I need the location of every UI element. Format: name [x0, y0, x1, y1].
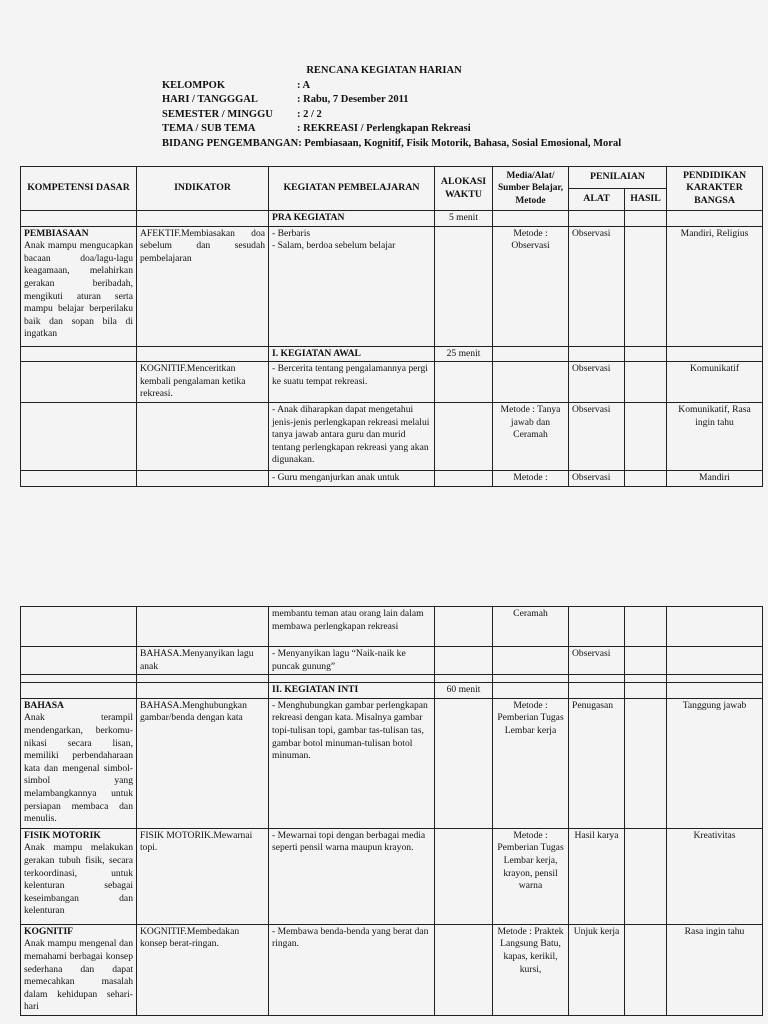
table-header-row	[21, 167, 763, 189]
karakter-text: Rasa ingin tahu	[667, 924, 763, 1015]
indikator-text: BAHASA.Menyanyikan lagu anak	[137, 647, 269, 675]
kd-text: Anak mampu mengenal dan memahami berbagai konsep sederhana dan dapat memecahkan masalah dalam kehidupan sehari-hari	[24, 938, 133, 1013]
indikator-text: AFEKTIF.Membiasakan doa sebelum dan sesudah pembelajaran	[137, 226, 269, 346]
media-text: Metode : Pemberian Tugas Lembar kerja, krayon, pensil warna	[493, 828, 569, 924]
section-kegiatan-inti: II. KEGIATAN INTI	[269, 683, 435, 699]
alat-text: Unjuk kerja	[569, 924, 625, 1015]
indikator-text: BAHASA.Menghubungkan gambar/benda dengan kata	[137, 698, 269, 828]
rkh-table-page-1	[20, 166, 763, 487]
media-text: Metode : Tanya jawab dan Ceramah	[493, 402, 569, 470]
kegiatan-text: - Mewarnai topi dengan berbagai media seperti pensil warna maupun krayon.	[269, 828, 435, 924]
media-text: Metode : Observasi	[493, 226, 569, 346]
karakter-text: Mandiri, Religius	[667, 226, 763, 346]
table-row	[21, 470, 763, 486]
header-row-bidang: BIDANG PENGEMBANGAN : Pembiasaan, Kognitif, Fisik Motorik, Bahasa, Sosial Emosional, Moral	[162, 137, 622, 149]
table-row	[21, 698, 763, 828]
kegiatan-text: - Menghubungkan gambar perlengkapan rekreasi dengan kata. Misalnya gambar topi-tulisan topi, gambar tas-tulisan tas, gambar botol minuman-tulisan botol minuman.	[269, 698, 435, 828]
table-row: PEMBIASAAN Anak mampu mengucapkan bacaan doa/lagu-lagu keagamaan, melahirkan gerakan beribadah, mengikuti aturan serta mampu belajar berperilaku baik dan sopan bila di ingatkan AFEKTIF.Membiasakan doa sebelum dan sesudah pembelajaran - Berbaris - Salam, berdoa sebelum belajar Metode : Observasi Observasi Mandiri, Religius	[21, 226, 763, 346]
kd-title: FISIK MOTORIK	[24, 829, 101, 841]
karakter-text: Mandiri	[667, 470, 763, 486]
table-row	[21, 675, 763, 683]
kegiatan-text: - Guru menganjurkan anak untuk	[269, 470, 435, 486]
media-text: Ceramah	[493, 607, 569, 647]
indikator-text: FISIK MOTORIK.Mewarnai topi.	[137, 828, 269, 924]
alat-text: Observasi	[569, 470, 625, 486]
table-row	[21, 211, 763, 227]
col-kompetensi: KOMPETENSI DASAR	[21, 167, 137, 211]
section-pra-kegiatan: PRA KEGIATAN	[269, 211, 435, 227]
media-text: Metode : Praktek Langsung Batu, kapas, kerikil, kursi,	[493, 924, 569, 1015]
document-header	[162, 64, 762, 152]
karakter-text: Komunikatif, Rasa ingin tahu	[667, 402, 763, 470]
kegiatan-text: - Anak diharapkan dapat mengetahui jenis-jenis perlengkapan rekreasi melalui tanya jawab antara guru dan murid tentang perlengkapan rekreasi yang akan digunakan.	[269, 402, 435, 470]
alat-text: Observasi	[569, 226, 625, 346]
media-text: Metode : Pemberian Tugas Lembar kerja	[493, 698, 569, 828]
kd-text: Anak terampil mendengarkan, berkomu-nikasi secara lisan, memiliki perbendaharaan kata dan mengenal simbol-simbol yang melambangkannya untuk persiapan membaca dan menulis.	[24, 712, 133, 825]
header-row-tema: TEMA / SUB TEMA : REKREASI / Perlengkapan Rekreasi	[162, 123, 471, 135]
table-row	[21, 828, 763, 924]
kegiatan-text: - Menyanyikan lagu “Naik-naik ke puncak gunung”	[269, 647, 435, 675]
col-kegiatan: KEGIATAN PEMBELAJARAN	[269, 167, 435, 211]
kd-title: KOGNITIF	[24, 925, 74, 937]
col-media: Media/Alat/ Sumber Belajar, Metode	[493, 167, 569, 211]
rkh-table-page-2	[20, 606, 763, 1016]
kd-title: BAHASA	[24, 699, 64, 711]
alat-text: Observasi	[569, 362, 625, 403]
karakter-text: Tanggung jawab	[667, 698, 763, 828]
kd-text: Anak mampu mengucapkan bacaan doa/lagu-lagu keagamaan, melahirkan gerakan beribadah, mengikuti aturan serta mampu belajar berperilaku baik dan sopan bila di ingatkan	[24, 240, 133, 340]
table-row	[21, 362, 763, 403]
header-row-hari: HARI / TANGGGAL : Rabu, 7 Desember 2011	[162, 94, 409, 106]
section-kegiatan-awal: I. KEGIATAN AWAL	[269, 346, 435, 362]
kegiatan-text: membantu teman atau orang lain dalam membawa perlengkapan rekreasi	[269, 607, 435, 647]
kd-title: PEMBIASAAN	[24, 227, 89, 239]
table-row	[21, 683, 763, 699]
time-pra: 5 menit	[435, 211, 493, 227]
kegiatan-text: - Bercerita tentang pengalamannya pergi ke suatu tempat rekreasi.	[269, 362, 435, 403]
alat-text: Hasil karya	[569, 828, 625, 924]
time-awal: 25 menit	[435, 346, 493, 362]
header-row-kelompok: KELOMPOK : A	[162, 79, 311, 91]
kegiatan-text: - Membawa benda-benda yang berat dan ringan.	[269, 924, 435, 1015]
document-title: RENCANA KEGIATAN HARIAN	[306, 65, 462, 76]
col-alat: ALAT	[569, 189, 625, 211]
kd-text: Anak mampu melakukan gerakan tubuh fisik, secara terkoordinasi, untuk kelenturan sebagai keseimbangan dan kelenturan	[24, 842, 133, 917]
alat-text: Penugasan	[569, 698, 625, 828]
col-karakter: PENDIDIKAN KARAKTER BANGSA	[667, 167, 763, 211]
table-row	[21, 402, 763, 470]
col-hasil: HASIL	[625, 189, 667, 211]
table-row	[21, 607, 763, 647]
karakter-text: Komunikatif	[667, 362, 763, 403]
karakter-text: Kreativitas	[667, 828, 763, 924]
table-row	[21, 924, 763, 1015]
col-alokasi: ALOKASI WAKTU	[435, 167, 493, 211]
indikator-text: KOGNITIF.Membedakan konsep berat-ringan.	[137, 924, 269, 1015]
indikator-text: KOGNITIF.Menceritkan kembali pengalaman ketika rekreasi.	[137, 362, 269, 403]
col-penilaian: PENILAIAN	[569, 167, 667, 189]
table-row	[21, 647, 763, 675]
time-inti: 60 menit	[435, 683, 493, 699]
alat-text: Observasi	[569, 402, 625, 470]
alat-text: Observasi	[569, 647, 625, 675]
col-indikator: INDIKATOR	[137, 167, 269, 211]
table-row	[21, 346, 763, 362]
header-row-semester: SEMESTER / MINGGU : 2 / 2	[162, 108, 322, 120]
media-text: Metode :	[493, 470, 569, 486]
